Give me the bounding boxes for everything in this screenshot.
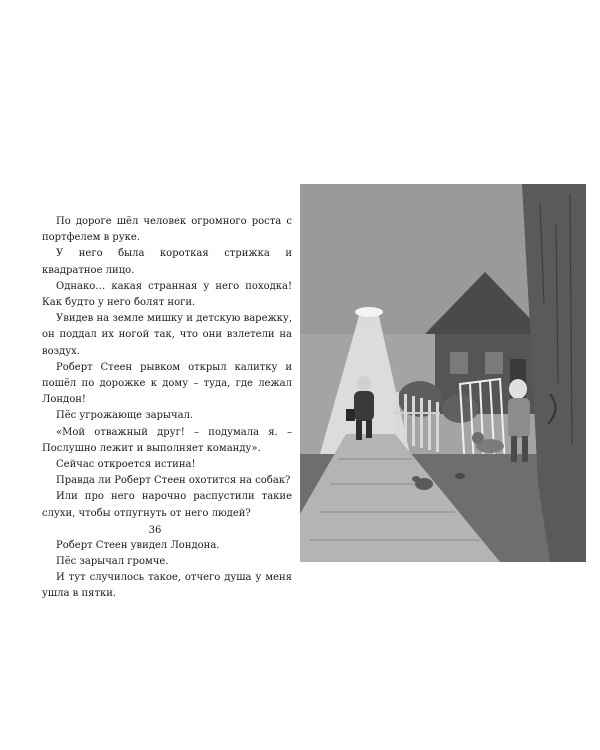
paragraph-6: Пёс угрожающе зарычал. [56, 410, 194, 422]
paragraph-10: Или про него нарочно распустили такие слухи, чтобы отпугнуть от него людей? [42, 491, 292, 519]
street-night-illustration [300, 184, 586, 562]
paragraph-12: Пёс зарычал громче. [56, 556, 169, 568]
house-window-2 [485, 352, 503, 374]
paragraph-5: Роберт Стеен рывком открыл калитку и пошёл по дорожке к дому – туда, где лежал Лондон! [42, 361, 292, 406]
paragraph-2: У него была короткая стрижка и квадратное лицо. [42, 248, 292, 276]
house-window-1 [450, 352, 468, 374]
page-number: 36 [148, 525, 162, 536]
paragraph-7: «Мой отважный друг! – подумала я. – Послушно лежит и выполняет команду». [42, 426, 292, 454]
illustration-drawing [300, 184, 586, 562]
paragraph-3: Однако… какая странная у него походка! Как будто у него болят ноги. [42, 280, 292, 309]
paragraph-4: Увидев на земле мишку и детскую варежку, он поддал их ногой так, что они взлетели на воздух. [42, 313, 292, 357]
paragraph-13: И тут случилось такое, отчего душа у меня ушла в пятки. [42, 572, 292, 600]
paragraph-1: По дороге шёл человек огромного роста с портфелем в руке. [42, 216, 292, 244]
lamp-glow [355, 307, 383, 317]
paragraph-9: Правда ли Роберт Стеен охотится на собак? [56, 475, 291, 487]
text-column [42, 214, 292, 603]
paragraph-8: Сейчас откроется истина! [56, 459, 196, 471]
paragraph-11: Роберт Стеен увидел Лондона. [56, 539, 220, 551]
